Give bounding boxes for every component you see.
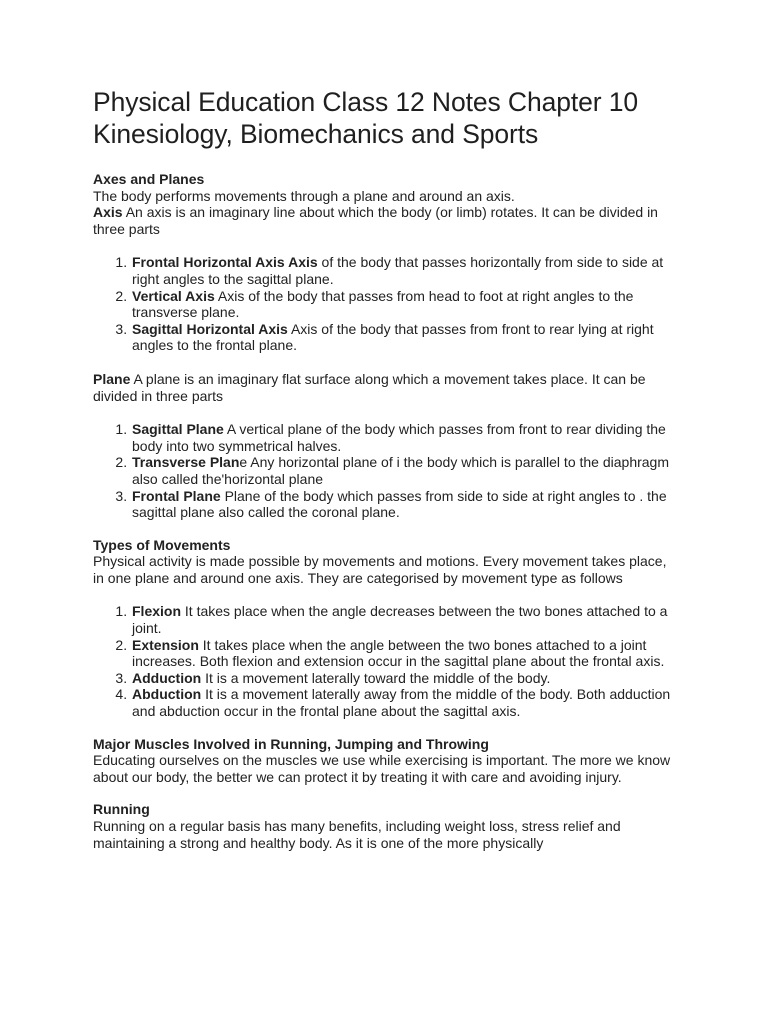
list-item-term: Transverse Plan xyxy=(132,454,240,471)
list-item-term: Frontal Horizontal Axis Axis xyxy=(132,254,318,271)
movement-list xyxy=(93,603,676,719)
list-item xyxy=(131,603,676,636)
section-heading-muscles: Major Muscles Involved in Running, Jumping and Throwing xyxy=(93,735,489,752)
axis-term: Axis xyxy=(93,204,123,221)
axis-definition xyxy=(93,204,676,237)
running-text: Running on a regular basis has many benefits, including weight loss, stress relief and maintaining a strong and healthy body. As it is one of the more physically xyxy=(93,818,621,851)
list-item-term: Flexion xyxy=(132,603,182,620)
list-item-text: It is a movement laterally away from the middle of the body. Both adduction and abduction occur in the frontal plane about the sagittal axis. xyxy=(132,686,671,720)
section-heading-axes-planes: Axes and Planes xyxy=(93,171,205,187)
list-item xyxy=(131,254,676,287)
list-item-term: Extension xyxy=(132,636,199,653)
list-item-text: Axis of the body that passes from front to rear lying at right angles to the frontal plane. xyxy=(132,320,654,354)
list-item-text: Plane of the body which passes from side to side at right angles to . the sagittal plane also called the coronal plane. xyxy=(132,487,667,521)
list-item-text: It is a movement laterally toward the middle of the body. xyxy=(201,669,551,686)
list-item xyxy=(131,288,676,321)
plane-list xyxy=(93,421,676,521)
list-item xyxy=(131,421,676,454)
plane-definition xyxy=(93,371,676,404)
axes-planes-intro: The body performs movements through a plane and around an axis. xyxy=(93,187,515,204)
list-item-term: Frontal Plane xyxy=(132,487,221,504)
list-item-text: of the body that passes horizontally from side to side at right angles to the sagittal plane. xyxy=(132,254,664,287)
list-item-term: Sagittal Plane xyxy=(132,421,224,438)
section-heading-running: Running xyxy=(93,801,150,818)
muscles-text: Educating ourselves on the muscles we use while exercising is important. The more we know about our body, the better we can protect it by treating it with care and avoiding injury. xyxy=(93,752,671,785)
list-item-text: It takes place when the angle between the two bones attached to a joint increases. Both flexion and extension occur in the sagittal plane about the frontal axis. xyxy=(132,636,665,670)
list-item xyxy=(131,321,676,354)
plane-term: Plane xyxy=(93,370,131,387)
movements-intro: Physical activity is made possible by movements and motions. Every movement takes place, in one plane and around one axis. They are categorised by movement type as follows xyxy=(93,553,667,586)
list-item-term: Abduction xyxy=(132,686,202,703)
list-item-text: A vertical plane of the body which passes from front to rear dividing the body into two symmetrical halves. xyxy=(132,421,666,454)
list-item xyxy=(131,686,676,719)
list-item-term: Vertical Axis xyxy=(132,287,215,304)
axis-text: An axis is an imaginary line about which the body (or limb) rotates. It can be divided in three parts xyxy=(93,204,658,237)
list-item xyxy=(131,670,676,687)
list-item-text: It takes place when the angle decreases between the two bones attached to a joint. xyxy=(132,603,668,637)
page-title: Physical Education Class 12 Notes Chapter 10 Kinesiology, Biomechanics and Sports xyxy=(93,87,639,149)
list-item-text: Axis of the body that passes from head to foot at right angles to the transverse plane. xyxy=(132,287,634,321)
list-item-term: Adduction xyxy=(132,669,202,686)
list-item-text: e Any horizontal plane of i the body which is parallel to the diaphragm also called the'horizontal plane xyxy=(132,454,670,487)
list-item xyxy=(131,637,676,670)
list-item xyxy=(131,454,676,487)
section-heading-movements: Types of Movements xyxy=(93,536,231,553)
plane-text: A plane is an imaginary flat surface along which a movement takes place. It can be divided in three parts xyxy=(93,370,646,404)
list-item-term: Sagittal Horizontal Axis xyxy=(132,320,288,337)
list-item xyxy=(131,488,676,521)
axis-list xyxy=(93,254,676,354)
